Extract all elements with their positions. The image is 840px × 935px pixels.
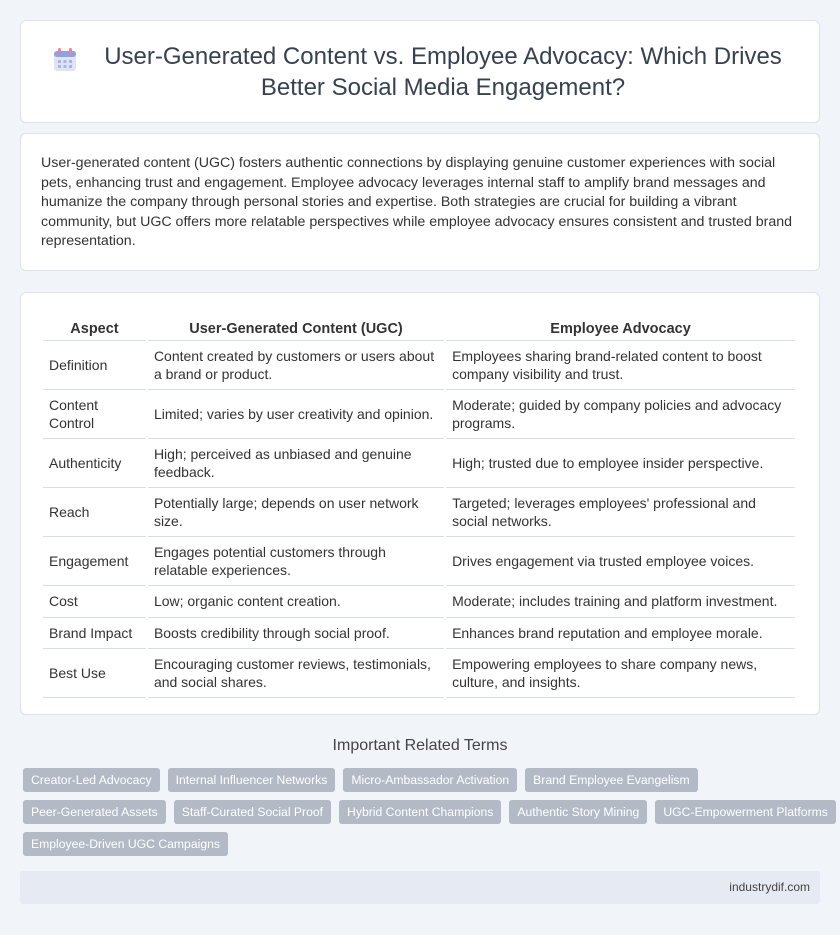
cell-aspect: Cost xyxy=(43,586,146,618)
related-term-tag[interactable]: Authentic Story Mining xyxy=(509,800,647,824)
cell-aspect: Brand Impact xyxy=(43,618,146,650)
cell-aspect: Reach xyxy=(43,488,146,537)
related-terms-heading: Important Related Terms xyxy=(332,737,508,754)
cell-ugc: Content created by customers or users about a brand or product. xyxy=(148,341,444,390)
related-terms-tags xyxy=(23,768,828,864)
related-term-tag[interactable]: Employee-Driven UGC Campaigns xyxy=(23,832,228,856)
cell-aspect: Authenticity xyxy=(43,439,146,488)
comparison-table xyxy=(41,313,797,698)
cell-ugc: Potentially large; depends on user network size. xyxy=(148,488,444,537)
table-row xyxy=(43,618,795,650)
related-term-tag[interactable]: Internal Influencer Networks xyxy=(168,768,336,792)
header-aspect: Aspect xyxy=(43,313,146,341)
cell-employee-advocacy: High; trusted due to employee insider perspective. xyxy=(446,439,795,488)
table-row xyxy=(43,586,795,618)
table-row xyxy=(43,439,795,488)
cell-employee-advocacy: Drives engagement via trusted employee voices. xyxy=(446,537,795,586)
title-card xyxy=(20,20,820,123)
footer xyxy=(20,871,820,904)
cell-employee-advocacy: Moderate; guided by company policies and advocacy programs. xyxy=(446,390,795,439)
header-employee-advocacy: Employee Advocacy xyxy=(446,313,795,341)
table-row xyxy=(43,537,795,586)
cell-employee-advocacy: Empowering employees to share company news, culture, and insights. xyxy=(446,649,795,698)
related-term-tag[interactable]: Brand Employee Evangelism xyxy=(525,768,698,792)
cell-aspect: Best Use xyxy=(43,649,146,698)
table-row xyxy=(43,649,795,698)
calendar-icon xyxy=(51,46,79,74)
related-term-tag[interactable]: Staff-Curated Social Proof xyxy=(174,800,331,824)
title-wrap xyxy=(21,41,819,103)
cell-ugc: High; perceived as unbiased and genuine feedback. xyxy=(148,439,444,488)
summary-card xyxy=(20,133,820,271)
cell-aspect: Engagement xyxy=(43,537,146,586)
footer-site[interactable]: industrydif.com xyxy=(729,880,810,894)
table-row xyxy=(43,390,795,439)
page-title: User-Generated Content vs. Employee Advocacy: Which Drives Better Social Media Engagement? xyxy=(104,42,782,101)
table-row xyxy=(43,488,795,537)
related-term-tag[interactable]: Creator-Led Advocacy xyxy=(23,768,160,792)
cell-employee-advocacy: Enhances brand reputation and employee morale. xyxy=(446,618,795,650)
cell-ugc: Encouraging customer reviews, testimonials, and social shares. xyxy=(148,649,444,698)
summary-text: User-generated content (UGC) fosters authentic connections by displaying genuine customer experiences with social pets, enhancing trust and engagement. Employee advocacy leverages internal staff to amplify brand messages and humanize the company through personal stories and expertise. Both strategies are crucial for building a vibrant community, but UGC offers more relatable perspectives while employee advocacy ensures consistent and trusted brand representation. xyxy=(41,155,792,250)
header-ugc: User-Generated Content (UGC) xyxy=(148,313,444,341)
cell-ugc: Boosts credibility through social proof. xyxy=(148,618,444,650)
tag-row xyxy=(23,800,828,824)
cell-employee-advocacy: Targeted; leverages employees' professional and social networks. xyxy=(446,488,795,537)
cell-ugc: Limited; varies by user creativity and opinion. xyxy=(148,390,444,439)
table-header-row xyxy=(43,313,795,341)
cell-employee-advocacy: Employees sharing brand-related content to boost company visibility and trust. xyxy=(446,341,795,390)
related-term-tag[interactable]: Micro-Ambassador Activation xyxy=(343,768,517,792)
related-term-tag[interactable]: UGC-Empowerment Platforms xyxy=(655,800,836,824)
tag-row xyxy=(23,832,823,856)
related-term-tag[interactable]: Peer-Generated Assets xyxy=(23,800,166,824)
cell-ugc: Low; organic content creation. xyxy=(148,586,444,618)
cell-aspect: Definition xyxy=(43,341,146,390)
related-term-tag[interactable]: Hybrid Content Champions xyxy=(339,800,501,824)
comparison-table-card xyxy=(20,292,820,715)
table-row xyxy=(43,341,795,390)
cell-ugc: Engages potential customers through relatable experiences. xyxy=(148,537,444,586)
cell-aspect: Content Control xyxy=(43,390,146,439)
cell-employee-advocacy: Moderate; includes training and platform investment. xyxy=(446,586,795,618)
table-body xyxy=(43,341,795,698)
tag-row xyxy=(23,768,823,792)
